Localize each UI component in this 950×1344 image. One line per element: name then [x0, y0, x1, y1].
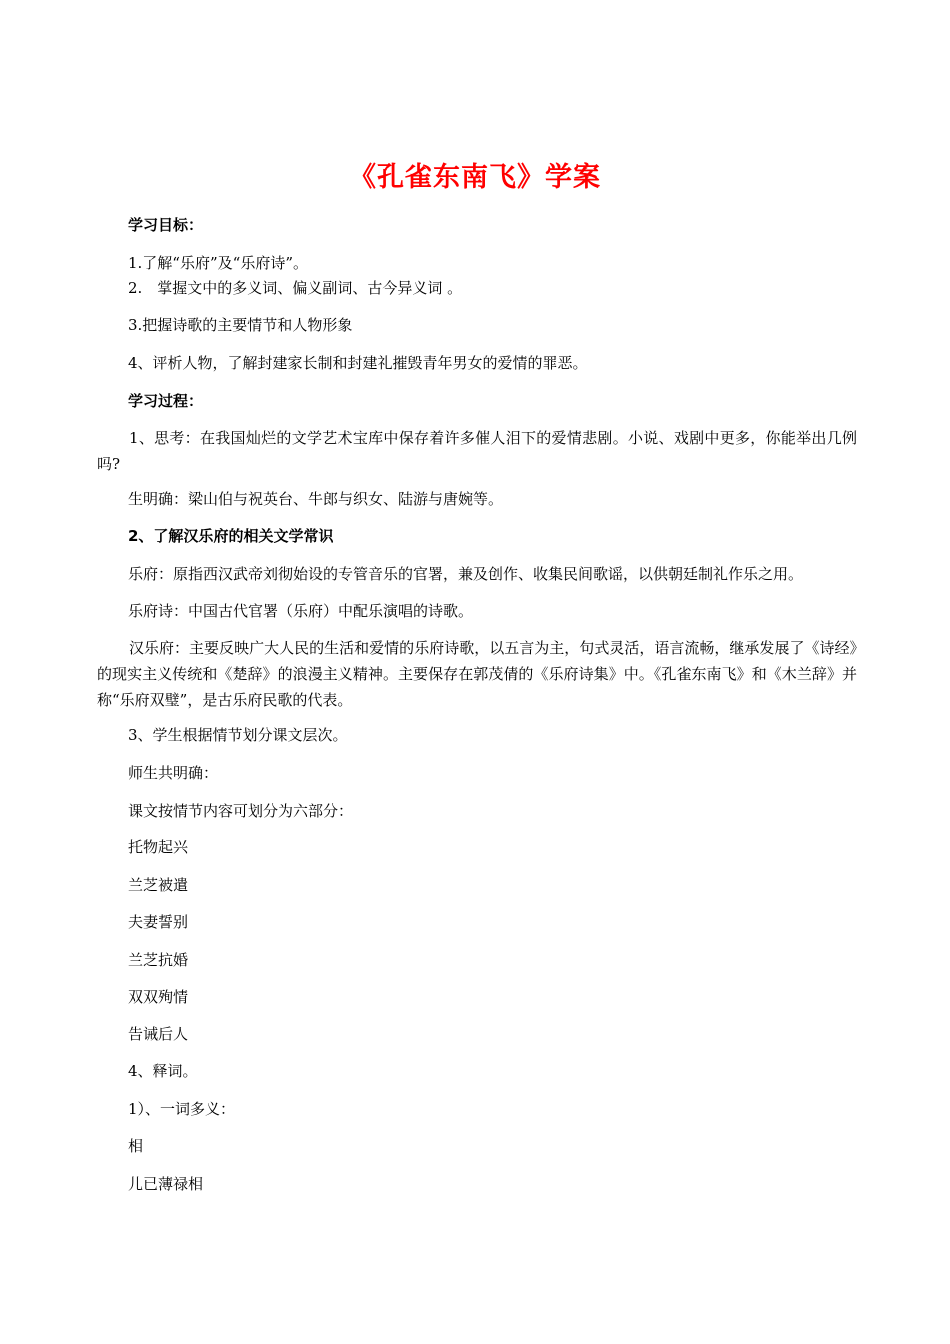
- vocab-example: 儿已薄禄相: [128, 1175, 204, 1193]
- section-item: 夫妻誓别: [128, 913, 189, 931]
- step2-heading: 2、了解汉乐府的相关文学常识: [128, 527, 334, 545]
- page-title: 《孔雀东南飞》学案: [349, 162, 601, 193]
- section-item: 双双殉情: [128, 988, 189, 1006]
- yuefu-poem-definition: 乐府诗：中国古代官署（乐府）中配乐演唱的诗歌。: [128, 602, 474, 620]
- han-yuefu-definition: 汉乐府：主要反映广大人民的生活和爱情的乐府诗歌，以五言为主，句式灵活，语言流畅，继承发展了《诗经》的现实主义传统和《楚辞》的浪漫主义精神。主要保存在郭茂倩的《乐府诗集》中。《孔雀东南飞》和《木兰辞》并称“乐府双璧”，是古乐府民歌的代表。: [97, 639, 857, 709]
- section-item: 托物起兴: [128, 838, 189, 856]
- step3-intro: 课文按情节内容可划分为六部分：: [128, 802, 354, 820]
- section-item: 告诫后人: [128, 1025, 189, 1043]
- vocab-word: 相: [128, 1137, 144, 1155]
- section-item: 兰芝被遣: [128, 876, 189, 894]
- objective-item: 3.把握诗歌的主要情节和人物形象: [128, 316, 353, 334]
- step1-answer: 生明确：梁山伯与祝英台、牛郎与织女、陆游与唐婉等。: [128, 490, 504, 508]
- objectives-heading: 学习目标：: [128, 216, 204, 234]
- step3-clarify: 师生共明确：: [128, 764, 219, 782]
- objective-item: 1.了解“乐府”及“乐府诗”。: [128, 254, 308, 272]
- objective-item: 2. 掌握文中的多义词、偏义副词、古今异义词 。: [128, 279, 463, 297]
- step3: 3、学生根据情节划分课文层次。: [128, 726, 348, 744]
- section-item: 兰芝抗婚: [128, 951, 189, 969]
- step1-question: 1、思考：在我国灿烂的文学艺术宝库中保存着许多催人泪下的爱情悲剧。小说、戏剧中更多，你能举出几例吗?: [97, 429, 857, 473]
- step4: 4、释词。: [128, 1062, 198, 1080]
- objective-item: 4、评析人物，了解封建家长制和封建礼摧毁青年男女的爱情的罪恶。: [128, 354, 588, 372]
- yuefu-definition: 乐府：原指西汉武帝刘彻始设的专管音乐的官署，兼及创作、收集民间歌谣，以供朝廷制礼作乐之用。: [128, 565, 804, 583]
- process-heading: 学习过程：: [128, 392, 204, 410]
- step4-sub: 1）、一词多义：: [128, 1100, 236, 1118]
